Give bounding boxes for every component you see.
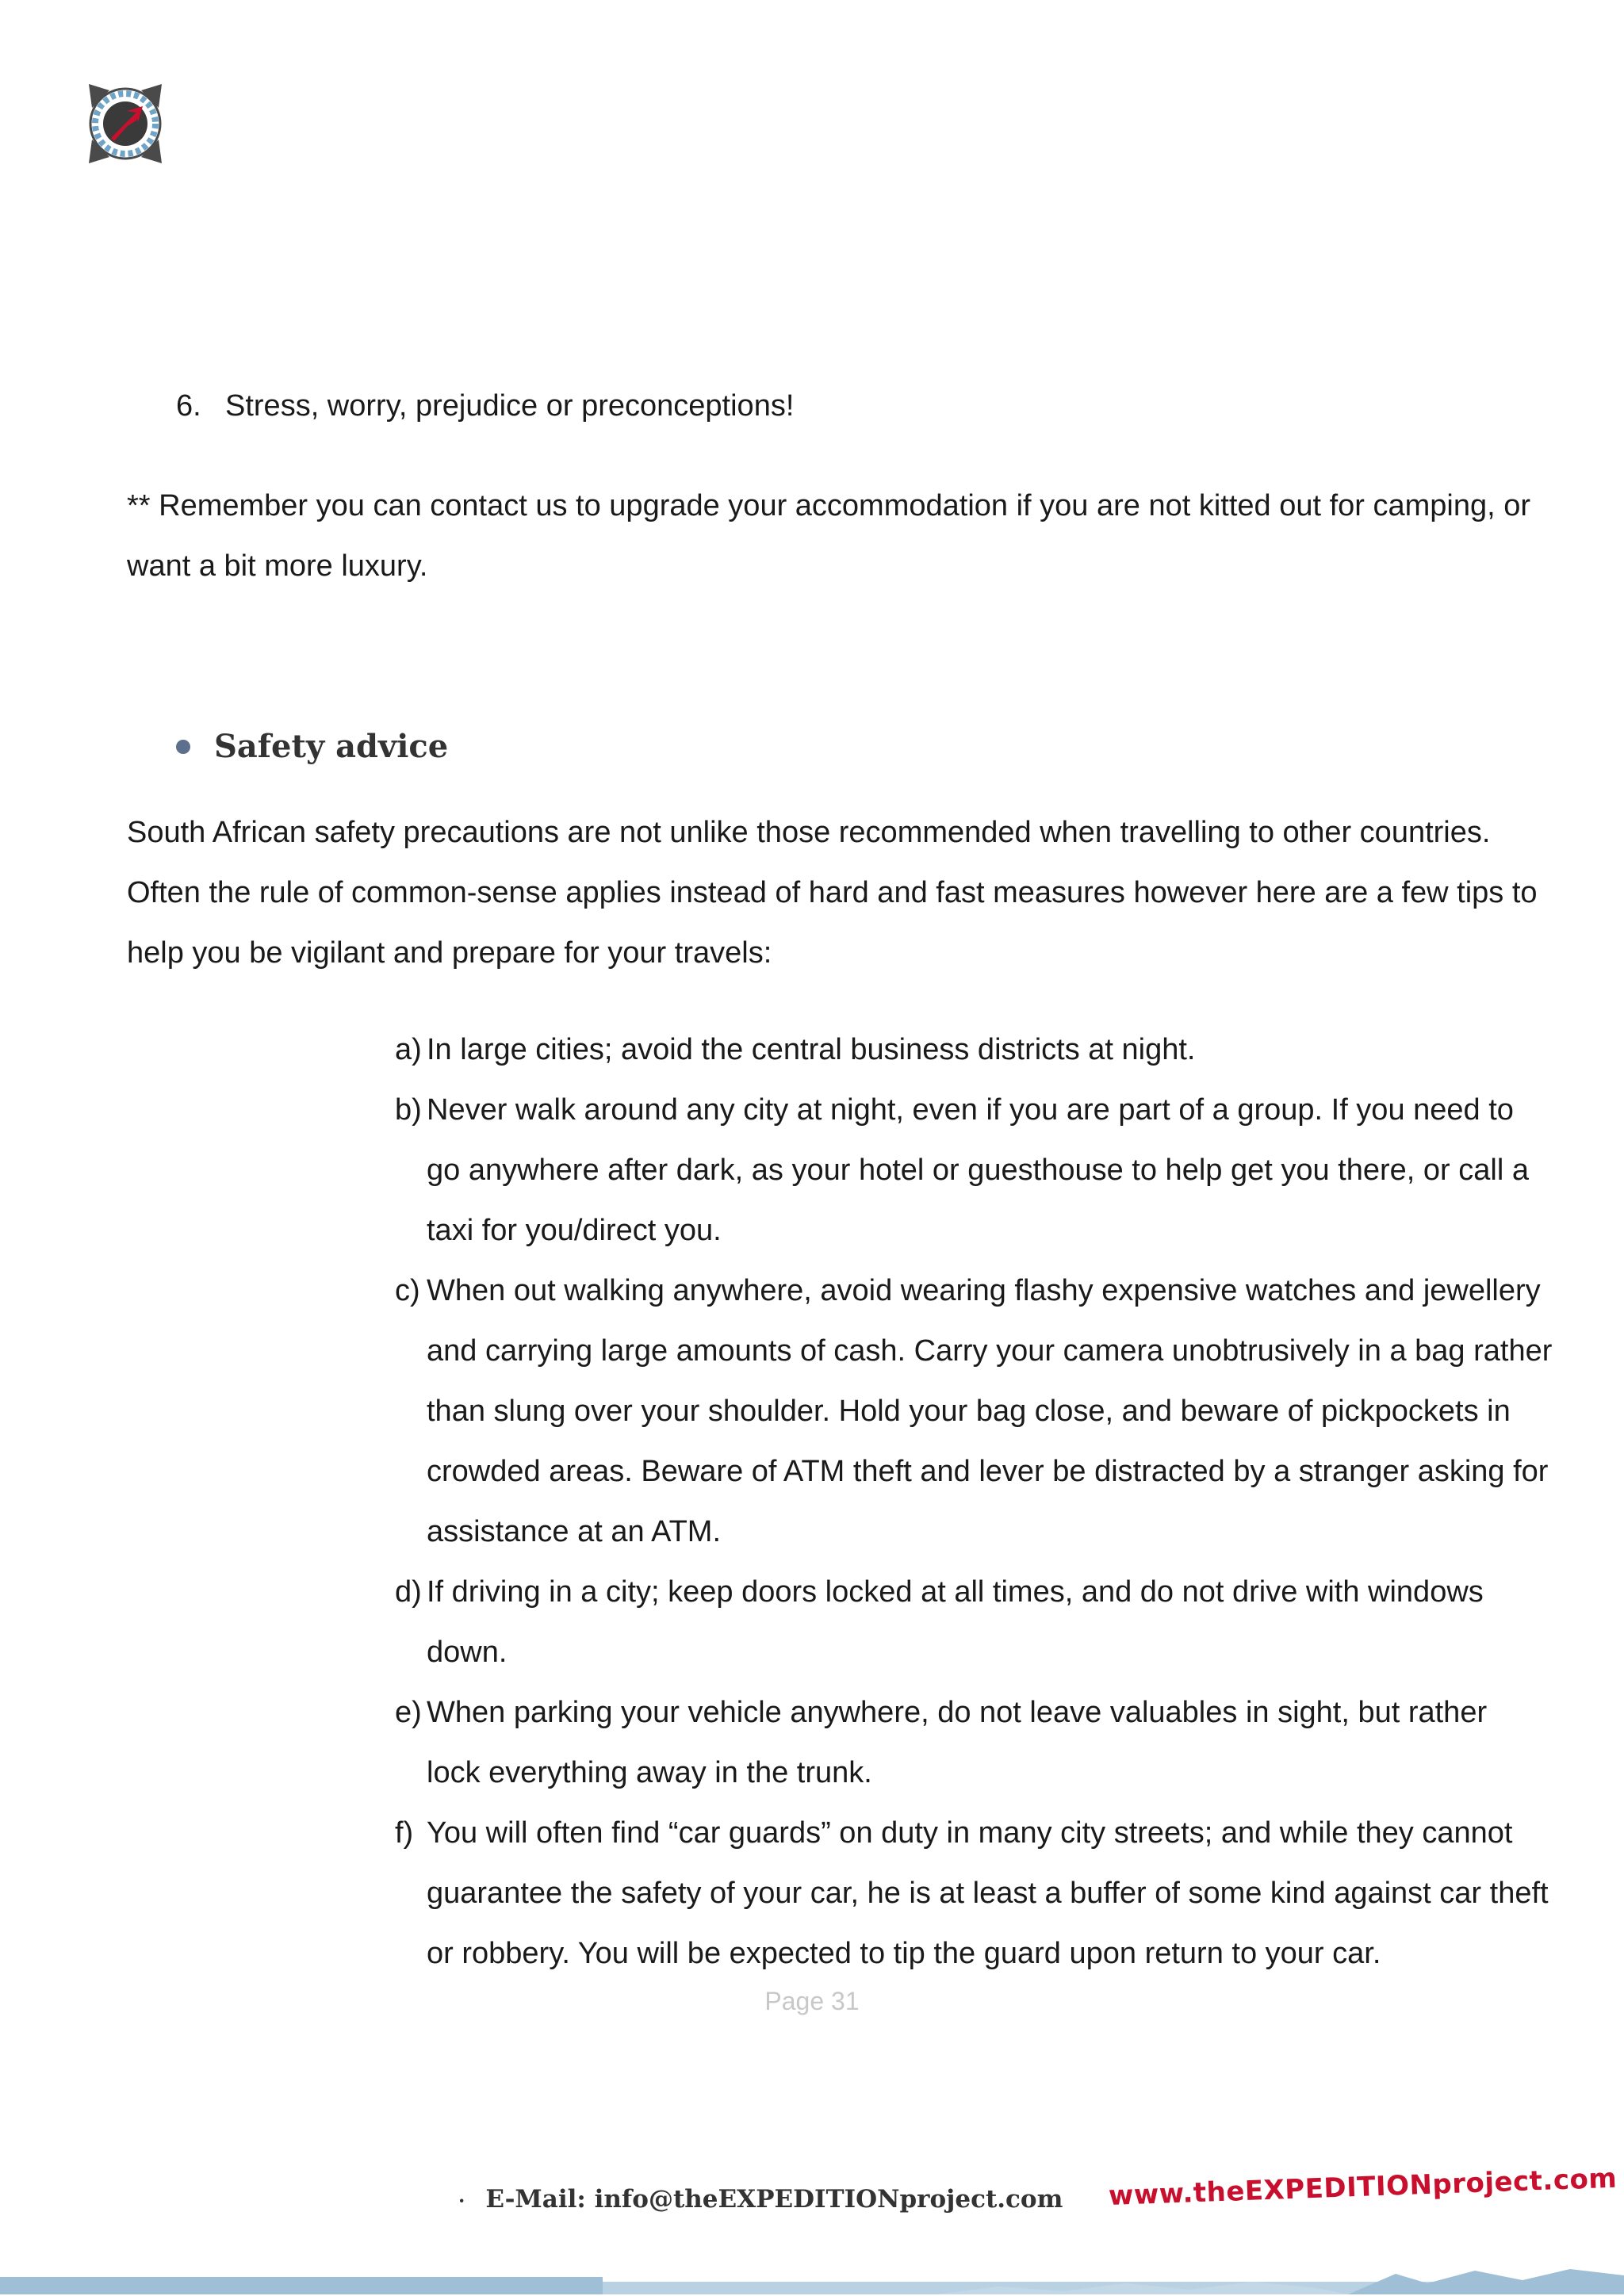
list-item-letter: f) bbox=[395, 1816, 414, 1850]
remember-note: ** Remember you can contact us to upgrade your accommodation if you are not kitted out for camping, or want a bit more luxury. bbox=[127, 489, 1531, 583]
list-item-text: Stress, worry, prejudice or preconceptions! bbox=[225, 389, 795, 423]
footer-email-text[interactable]: E-Mail: info@theEXPEDITIONproject.com bbox=[485, 2185, 1063, 2214]
list-item-number: 6. bbox=[176, 389, 201, 423]
footer-website-link[interactable]: www.theEXPEDITIONproject.com bbox=[1108, 2162, 1618, 2212]
page-number: Page 31 bbox=[764, 1987, 860, 2015]
footer-stripe bbox=[0, 2269, 1624, 2296]
list-item bbox=[395, 1562, 1561, 1682]
list-item-letter: b) bbox=[395, 1093, 422, 1127]
list-item bbox=[395, 1080, 1561, 1261]
list-item-text: In large cities; avoid the central business districts at night. bbox=[427, 1033, 1196, 1066]
footer-email[interactable] bbox=[458, 2185, 1063, 2214]
list-item bbox=[395, 1020, 1561, 1080]
logo bbox=[78, 76, 173, 171]
safety-list bbox=[395, 1020, 1561, 1984]
list-item-text: When parking your vehicle anywhere, do not leave valuables in sight, but rather lock everything away in the trunk. bbox=[427, 1696, 1488, 1789]
list-item bbox=[395, 1803, 1561, 1984]
list-item-text: When out walking anywhere, avoid wearing flashy expensive watches and jewellery and carrying large amounts of cash. Carry your camera unobtrusively in a bag rather than slung over your shoulder. Hold your bag close, and beware of pickpockets in crowded areas. Beware of ATM theft and lever be distracted by a stranger asking for assistance at an ATM. bbox=[427, 1274, 1553, 1548]
section-title: Safety advice bbox=[214, 728, 449, 765]
list-item bbox=[395, 1682, 1561, 1803]
list-item-letter: e) bbox=[395, 1696, 422, 1729]
list-item-letter: c) bbox=[395, 1274, 420, 1307]
list-item-letter: d) bbox=[395, 1575, 422, 1609]
list-item-text: You will often find “car guards” on duty in many city streets; and while they cannot guarantee the safety of your car, he is at least a buffer of some kind against car theft or robbery. You will be expected to tip the guard upon return to your car. bbox=[427, 1816, 1549, 1970]
section-heading bbox=[176, 728, 448, 765]
bullet-icon bbox=[176, 740, 190, 754]
numbered-list-item bbox=[176, 376, 794, 436]
section-intro: South African safety precautions are not unlike those recommended when travelling to other countries. Often the rule of common-sense applies instead of hard and fast measures however here are a few tips to help you be vigilant and prepare for your travels: bbox=[127, 816, 1538, 970]
compass-arrow-logo-icon bbox=[78, 76, 173, 171]
list-item-text: Never walk around any city at night, even if you are part of a group. If you need to go anywhere after dark, as your hotel or guesthouse to help get you there, or call a taxi for you/direct you. bbox=[427, 1093, 1529, 1247]
list-item bbox=[395, 1261, 1561, 1562]
bullet-icon: · bbox=[458, 2189, 465, 2212]
list-item-text: If driving in a city; keep doors locked at all times, and do not drive with windows down. bbox=[427, 1575, 1484, 1669]
list-item-letter: a) bbox=[395, 1033, 422, 1066]
